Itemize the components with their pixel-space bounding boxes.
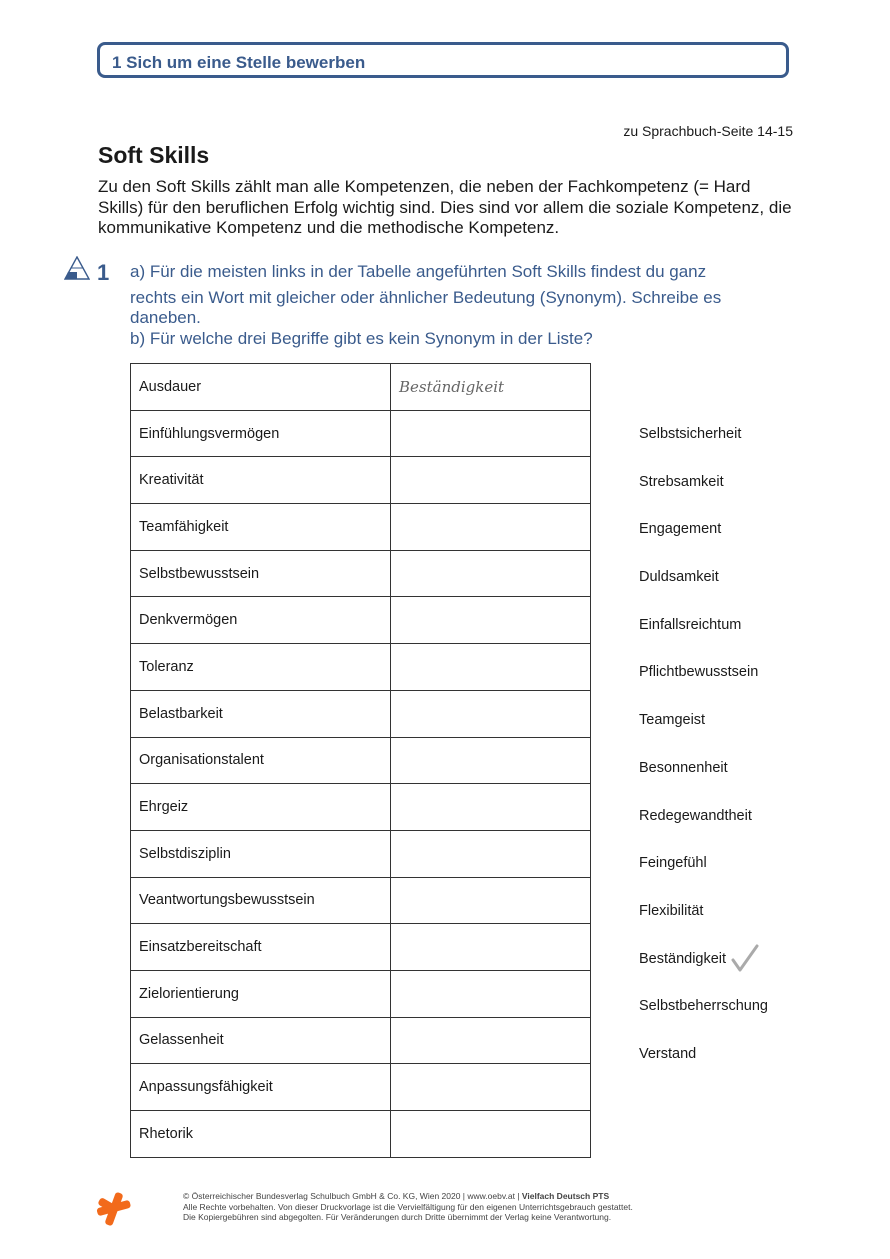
task-number: 1: [97, 260, 110, 285]
answer-cell[interactable]: [391, 924, 591, 971]
footer: [183, 1191, 633, 1223]
skill-cell: Belastbarkeit: [131, 690, 391, 737]
synonym-text: Duldsamkeit: [639, 569, 719, 586]
textbook-reference: zu Sprachbuch-Seite 14-15: [623, 123, 793, 139]
synonym-text: Engagement: [639, 521, 722, 538]
skill-cell: Ausdauer: [131, 364, 391, 411]
synonym-item: [639, 745, 768, 793]
table-row: [131, 364, 591, 411]
chapter-title: 1 Sich um eine Stelle bewerben: [112, 53, 366, 72]
synonym-text: Beständigkeit: [639, 950, 727, 967]
footer-line-2: Alle Rechte vorbehalten. Von dieser Druckvorlage ist die Vervielfältigung für den eigenen Unterrichtsgebrauch gestattet.: [183, 1201, 633, 1212]
synonym-text: Flexibilität: [639, 902, 704, 919]
synonym-text: Einfallsreichtum: [639, 616, 742, 633]
synonym-item: [639, 602, 768, 650]
table-row: [131, 784, 591, 831]
table-row: [131, 1064, 591, 1111]
page-title: Soft Skills: [98, 142, 210, 168]
task-line-a3: daneben.: [130, 308, 201, 327]
skill-cell: Selbstdisziplin: [131, 830, 391, 877]
synonym-item: [639, 840, 768, 888]
synonym-item: [639, 649, 768, 697]
skill-cell: Rhetorik: [131, 1111, 391, 1158]
table-row: [131, 924, 591, 971]
skill-cell: Gelassenheit: [131, 1017, 391, 1064]
table-row: [131, 1017, 591, 1064]
synonym-item: [639, 936, 768, 984]
answer-cell[interactable]: [391, 877, 591, 924]
synonym-text: Teamgeist: [639, 712, 706, 729]
synonym-item: [639, 793, 768, 841]
answer-cell[interactable]: [391, 1064, 591, 1111]
answer-text: Beständigkeit: [399, 377, 505, 396]
table-row: [131, 644, 591, 691]
skill-cell: Einfühlungsvermögen: [131, 410, 391, 457]
table-row: [131, 597, 591, 644]
skill-cell: Selbstbewusstsein: [131, 550, 391, 597]
synonym-list: [639, 411, 768, 1079]
answer-cell[interactable]: [391, 504, 591, 551]
table-row: [131, 690, 591, 737]
answer-cell[interactable]: [391, 737, 591, 784]
answer-cell[interactable]: [391, 970, 591, 1017]
checkmark-icon: [731, 944, 759, 974]
chapter-header: [97, 42, 789, 78]
intro-paragraph: Zu den Soft Skills zählt man alle Kompetenzen, die neben der Fachkompetenz (= Hard Skills) für den beruflichen Erfolg wichtig sind. Dies sind vor allem die soziale Kompetenz, die kommunikative Kompetenz und die methodische Kompetenz.: [98, 177, 792, 237]
synonym-item: [639, 554, 768, 602]
table-row: [131, 877, 591, 924]
table-row: [131, 504, 591, 551]
skill-cell: Ehrgeiz: [131, 784, 391, 831]
publisher-logo-icon: [96, 1191, 132, 1227]
synonym-item: [639, 506, 768, 554]
answer-cell[interactable]: [391, 784, 591, 831]
synonym-text: Selbstsicherheit: [639, 426, 742, 442]
skill-cell: Teamfähigkeit: [131, 504, 391, 551]
skill-cell: Anpassungsfähigkeit: [131, 1064, 391, 1111]
skill-cell: Kreativität: [131, 457, 391, 504]
table-row: [131, 970, 591, 1017]
soft-skills-table: [130, 363, 591, 1158]
answer-cell[interactable]: [391, 1111, 591, 1158]
task-line-a2: rechts ein Wort mit gleicher oder ähnlicher Bedeutung (Synonym). Schreibe es: [130, 287, 722, 307]
skill-cell: Denkvermögen: [131, 597, 391, 644]
footer-line-1: © Österreichischer Bundesverlag Schulbuch GmbH & Co. KG, Wien 2020 | www.oebv.at | Vielfach Deutsch PTS: [183, 1191, 610, 1201]
synonym-text: Redegewandtheit: [639, 807, 752, 824]
task-line-b: b) Für welche drei Begriffe gibt es kein Synonym in der Liste?: [130, 328, 593, 348]
synonym-item: [639, 411, 768, 459]
synonym-text: Selbstbeherrschung: [639, 998, 768, 1015]
table-row: [131, 737, 591, 784]
answer-cell[interactable]: [391, 830, 591, 877]
synonym-item: [639, 1031, 768, 1079]
synonym-text: Pflichtbewusstsein: [639, 664, 759, 681]
answer-cell[interactable]: [391, 644, 591, 691]
answer-cell[interactable]: [391, 550, 591, 597]
skill-cell: Veantwortungsbewusstsein: [131, 877, 391, 924]
answer-cell[interactable]: [391, 690, 591, 737]
table-row: [131, 410, 591, 457]
task-instructions: [130, 262, 790, 349]
answer-cell[interactable]: [391, 410, 591, 457]
task-line-a1: a) Für die meisten links in der Tabelle angeführten Soft Skills findest du ganz: [130, 262, 707, 281]
synonym-text: Besonnenheit: [639, 759, 728, 776]
synonym-item: [639, 888, 768, 936]
answer-cell[interactable]: [391, 597, 591, 644]
synonym-item: [639, 983, 768, 1031]
synonym-text: Strebsamkeit: [639, 473, 724, 490]
table-row: [131, 1111, 591, 1158]
skill-cell: Toleranz: [131, 644, 391, 691]
difficulty-triangle-icon: [64, 256, 90, 280]
table-row: [131, 550, 591, 597]
answer-cell[interactable]: [391, 457, 591, 504]
synonym-text: Verstand: [639, 1045, 697, 1062]
answer-cell[interactable]: [391, 364, 591, 411]
answer-cell[interactable]: [391, 1017, 591, 1064]
footer-line-3: Die Kopiergebühren sind abgegolten. Für Veränderungen durch Dritte übernimmt der Verlag keine Verantwortung.: [183, 1212, 612, 1222]
table-row: [131, 830, 591, 877]
skill-cell: Organisationstalent: [131, 737, 391, 784]
skill-cell: Zielorientierung: [131, 970, 391, 1017]
table-row: [131, 457, 591, 504]
skill-cell: Einsatzbereitschaft: [131, 924, 391, 971]
synonym-item: [639, 459, 768, 507]
synonym-text: Feingefühl: [639, 855, 707, 872]
synonym-item: [639, 697, 768, 745]
